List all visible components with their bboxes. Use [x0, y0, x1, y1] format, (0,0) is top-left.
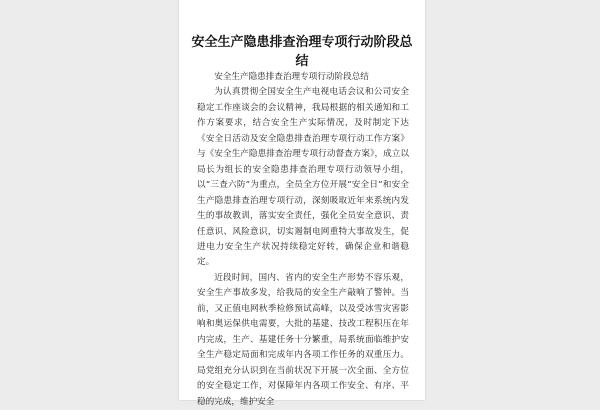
document-page: [179, 0, 425, 407]
body-paragraph: 为认真贯彻全国安全生产电视电话会议和公司安全稳定工作座谈会的会议精神，我局根据的相关通知和工作方案要求，结合安全生产实际情况，及时制定下达《安全日活动及安全隐患排查治理专项行动工作方案》与《安全生产隐患排查治理专项行动督查方案》，成立以局长为组长的安全隐患排查治理专项行动领导小组，以“三查六防”为重点，全员全方位开展“安全日”和安全生产隐患排查治理专项行动，深刻吸取近年来系统内发生的事故教训，落实安全责任，强化全员安全意识、责任意识、风险意识，切实遏制电网重特大事故发生，促进电力安全生产状况持续稳定好转，确保企业和谐稳定。: [197, 87, 409, 268]
subtitle-paragraph: 安全生产隐患排查治理专项行动阶段总结: [214, 72, 369, 82]
document-body: [197, 70, 409, 410]
body-paragraph: 近段时间，国内、省内的安全生产形势不容乐观，安全生产事故多发，给我局的安全生产敲响了警钟。当前，又正值电网秋季检修预试高峰，以及受冰雪灾害影响和奥运保供电需要，大批的基建、技改工程积压在年内完成，生产、基建任务十分繁重，局系统面临维护安全生产稳定局面和完成年内各项工作任务的双重压力。局党组充分认识到在当前状况下开展一次全面、全方位的安全稳定工作，对保障年内各项工作安全、有序、平稳的完成，维护安全: [197, 272, 409, 407]
document-title: 安全生产隐患排查治理专项行动阶段总结: [191, 35, 413, 69]
